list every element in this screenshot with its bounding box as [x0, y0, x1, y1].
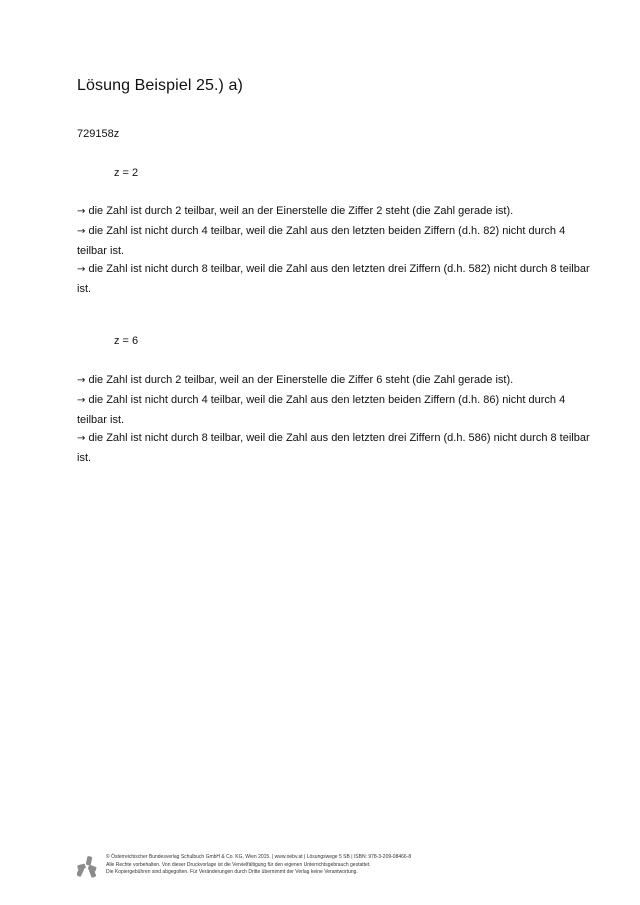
arrow-icon: →	[77, 225, 86, 237]
footer-copyright-line: © Österreichischer Bundesverlag Schulbuch GmbH & Co. KG, Wien 2015. | www.oebv.at | Lösungswege 5 SB | ISBN: 978-3-209-08466-8	[106, 854, 412, 860]
footer-disclaimer-line: Die Kopiergebühren sind abgegolten. Für Veränderungen durch Dritte übernimmt der Verlag keine Verantwortung.	[106, 869, 358, 875]
explanation-text: die Zahl ist durch 2 teilbar, weil an der Einerstelle die Ziffer 6 steht (die Zahl gerade ist).	[88, 374, 514, 386]
arrow-icon: →	[77, 264, 86, 276]
publisher-logo-icon	[77, 856, 97, 880]
page-title: Lösung Beispiel 25.) a)	[77, 77, 243, 94]
arrow-icon: →	[77, 206, 86, 217]
explanation-text: die Zahl ist durch 2 teilbar, weil an der Einerstelle die Ziffer 2 steht (die Zahl gerade ist).	[88, 205, 514, 217]
explanation-line	[77, 371, 597, 391]
page-footer	[77, 854, 557, 884]
arrow-icon: →	[77, 375, 86, 386]
explanation-line	[77, 391, 597, 430]
explanation-line	[77, 260, 597, 299]
arrow-icon: →	[77, 433, 86, 445]
explanation-line	[77, 202, 597, 222]
explanation-line	[77, 222, 597, 261]
explanation-text: die Zahl ist nicht durch 8 teilbar, weil die Zahl aus den letzten drei Ziffern (d.h. 586) nicht durch 8 teilbar ist.	[77, 432, 590, 465]
footer-rights-line: Alle Rechte vorbehalten. Von dieser Druckvorlage ist die Vervielfältigung für den eigenen Unterrichtsgebrauch gestattet.	[106, 861, 371, 868]
number-expression: 729158z	[77, 128, 120, 140]
footer-text	[106, 854, 411, 877]
z-value-label: z = 2	[114, 167, 139, 179]
explanation-block	[77, 371, 597, 468]
explanation-line	[77, 429, 597, 468]
z-value-label: z = 6	[114, 335, 139, 347]
explanation-text: die Zahl ist nicht durch 8 teilbar, weil die Zahl aus den letzten drei Ziffern (d.h. 582) nicht durch 8 teilbar ist.	[77, 263, 590, 296]
explanation-block	[77, 202, 597, 299]
explanation-text: die Zahl ist nicht durch 4 teilbar, weil die Zahl aus den letzten beiden Ziffern (d.h. 86) nicht durch 4 teilbar ist.	[77, 393, 566, 426]
arrow-icon: →	[77, 394, 86, 406]
explanation-text: die Zahl ist nicht durch 4 teilbar, weil die Zahl aus den letzten beiden Ziffern (d.h. 82) nicht durch 4 teilbar ist.	[77, 224, 566, 257]
